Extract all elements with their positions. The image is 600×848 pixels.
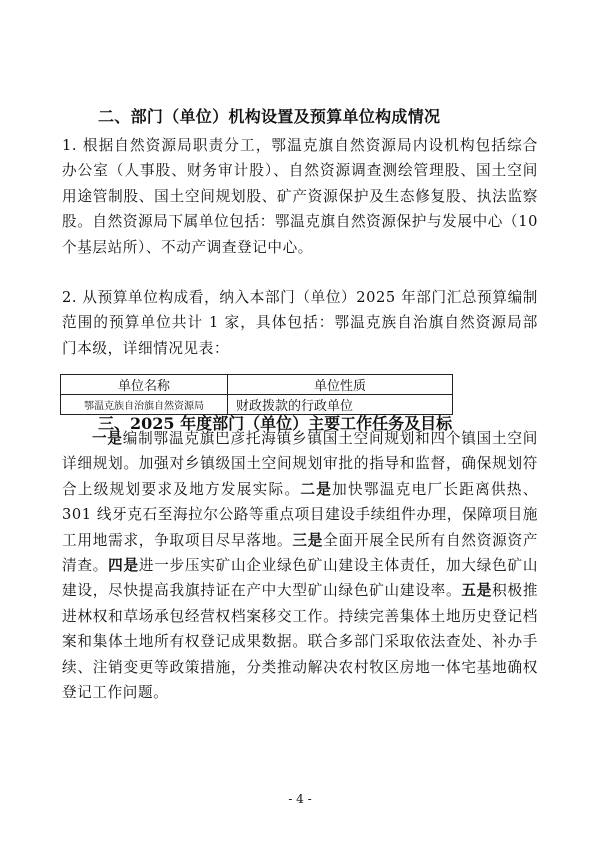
task-2-text: 加快鄂温克电厂长距离供热、301 线牙克石至海拉尔公路等重点项目建设手续组件办理，保障项目施工用地需求，争取项目尽早落地。 [62,480,538,549]
section3-heading: 三、2025 年度部门（单位）主要工作任务及目标 [98,414,453,433]
task-1-lead: 一是 [92,430,123,447]
section3-paragraph [62,426,538,756]
task-5-lead: 五是 [461,582,493,600]
table-header-unit-nature: 单位性质 [228,375,453,395]
table-header-row [61,375,453,395]
table-cell-unit-nature: 财政拨款的行政单位 [228,395,453,415]
task-2-lead: 二是 [300,480,333,498]
section2-heading: 二、部门（单位）机构设置及预算单位构成情况 [98,107,441,126]
task-4-lead: 四是 [108,557,139,575]
task-3-text: 全面开展全民所有自然资源资产清查。 [62,531,539,575]
page-number: - 4 - [288,792,312,806]
section2-paragraph-1: 1. 根据自然资源局职责分工，鄂温克旗自然资源局内设机构包括综合办公室（人事股、财务审计股）、自然资源调查测绘管理股、国土空间用途管制股、国土空间规划股、矿产资源保护及生态修复股、执法监察股。自然资源局下属单位包括：鄂温克旗自然资源保护与发展中心（10 个基层站所）、不动产调查登记中心。 [62,137,538,256]
section2-paragraph-2: 2. 从预算单位构成看，纳入本部门（单位）2025 年部门汇总预算编制范围的预算单位共计 1 家，具体包括：鄂温克族自治旗自然资源局部门本级，详细情况见表： [62,289,538,357]
task-5-text: 积极推进林权和草场承包经营权档案移交工作。持续完善集体土地历史登记档案和集体土地所有权登记成果数据。联合多部门采取依法查处、补办手续、注销变更等政策措施，分类推动解决农村牧区房地一体宅基地确权登记工作问题。 [62,582,539,702]
table-header-unit-name: 单位名称 [61,375,228,395]
task-4-text: 进一步压实矿山企业绿色矿山建设主体责任，加大绿色矿山建设，尽快提高我旗持证在产中大型矿山绿色矿山建设率。 [62,557,539,600]
budget-unit-table [60,374,453,415]
table-cell-unit-name: 鄂温克族自治旗自然资源局 [61,395,228,415]
task-1-text: 编制鄂温克旗巴彦托海镇乡镇国土空间规划和四个镇国土空间详细规划。加强对乡镇级国土空间规划审批的指导和监督，确保规划符合上级规划要求及地方发展实际。 [62,430,539,498]
task-3-lead: 三是 [292,531,324,549]
